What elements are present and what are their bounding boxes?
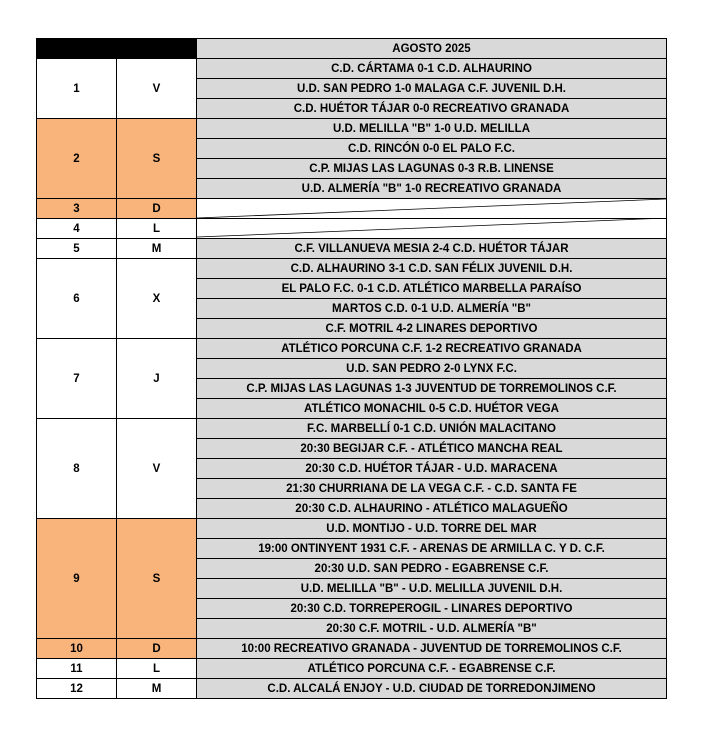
match-entry: 20:30 C.D. ALHAURINO - ATLÉTICO MALAGUEÑO bbox=[197, 499, 667, 519]
day-number: 6 bbox=[37, 259, 117, 339]
match-entry: EL PALO F.C. 0-1 C.D. ATLÉTICO MARBELLA PARAÍSO bbox=[197, 279, 667, 299]
match-entry: ATLÉTICO PORCUNA C.F. 1-2 RECREATIVO GRANADA bbox=[197, 339, 667, 359]
day-of-week: L bbox=[117, 219, 197, 239]
day-number: 9 bbox=[37, 519, 117, 639]
day-number: 12 bbox=[37, 679, 117, 699]
strike-line-top bbox=[197, 199, 666, 218]
day-of-week: M bbox=[117, 239, 197, 259]
day-number: 2 bbox=[37, 119, 117, 199]
match-entry: C.P. MIJAS LAS LAGUNAS 0-3 R.B. LINENSE bbox=[197, 159, 667, 179]
match-entry: 10:00 RECREATIVO GRANADA - JUVENTUD DE TORREMOLINOS C.F. bbox=[197, 639, 667, 659]
match-entry: ATLÉTICO MONACHIL 0-5 C.D. HUÉTOR VEGA bbox=[197, 399, 667, 419]
table-row bbox=[37, 679, 667, 699]
day-number: 7 bbox=[37, 339, 117, 419]
match-entry: U.D. SAN PEDRO 1-0 MALAGA C.F. JUVENIL D.H. bbox=[197, 79, 667, 99]
day-of-week: D bbox=[117, 199, 197, 219]
day-of-week: D bbox=[117, 639, 197, 659]
day-of-week: J bbox=[117, 339, 197, 419]
day-number: 8 bbox=[37, 419, 117, 519]
day-number: 10 bbox=[37, 639, 117, 659]
match-entry: 20:30 C.D. TORREPEROGIL - LINARES DEPORTIVO bbox=[197, 599, 667, 619]
day-number: 4 bbox=[37, 219, 117, 239]
match-entry: U.D. SAN PEDRO 2-0 LYNX F.C. bbox=[197, 359, 667, 379]
match-entry: U.D. ALMERÍA "B" 1-0 RECREATIVO GRANADA bbox=[197, 179, 667, 199]
month-title: AGOSTO 2025 bbox=[197, 39, 667, 59]
table-row bbox=[37, 259, 667, 279]
table-row bbox=[37, 659, 667, 679]
match-entry: 20:30 U.D. SAN PEDRO - EGABRENSE C.F. bbox=[197, 559, 667, 579]
table-row bbox=[37, 119, 667, 139]
match-entry: C.D. ALHAURINO 3-1 C.D. SAN FÉLIX JUVENIL D.H. bbox=[197, 259, 667, 279]
day-number: 5 bbox=[37, 239, 117, 259]
match-entry: ATLÉTICO PORCUNA C.F. - EGABRENSE C.F. bbox=[197, 659, 667, 679]
day-of-week: V bbox=[117, 419, 197, 519]
schedule-body bbox=[37, 39, 667, 699]
match-entry: 20:30 C.D. HUÉTOR TÁJAR - U.D. MARACENA bbox=[197, 459, 667, 479]
schedule-table bbox=[36, 38, 667, 699]
day-of-week: M bbox=[117, 679, 197, 699]
header-black-cell bbox=[37, 39, 197, 59]
header-row bbox=[37, 39, 667, 59]
day-of-week: L bbox=[117, 659, 197, 679]
table-row bbox=[37, 639, 667, 659]
table-row bbox=[37, 219, 667, 239]
match-entry: C.P. MIJAS LAS LAGUNAS 1-3 JUVENTUD DE TORREMOLINOS C.F. bbox=[197, 379, 667, 399]
match-entry: C.F. VILLANUEVA MESIA 2-4 C.D. HUÉTOR TÁJAR bbox=[197, 239, 667, 259]
strike-line-bottom bbox=[197, 219, 666, 238]
day-of-week: S bbox=[117, 119, 197, 199]
match-entry: U.D. MELILLA "B" 1-0 U.D. MELILLA bbox=[197, 119, 667, 139]
table-row bbox=[37, 419, 667, 439]
match-entry: 21:30 CHURRIANA DE LA VEGA C.F. - C.D. SANTA FE bbox=[197, 479, 667, 499]
match-entry: MARTOS C.D. 0-1 U.D. ALMERÍA "B" bbox=[197, 299, 667, 319]
day-number: 11 bbox=[37, 659, 117, 679]
match-entry: U.D. MELILLA "B" - U.D. MELILLA JUVENIL D.H. bbox=[197, 579, 667, 599]
match-entry: 20:30 BEGIJAR C.F. - ATLÉTICO MANCHA REAL bbox=[197, 439, 667, 459]
table-row bbox=[37, 339, 667, 359]
match-entry: C.D. HUÉTOR TÁJAR 0-0 RECREATIVO GRANADA bbox=[197, 99, 667, 119]
day-number: 1 bbox=[37, 59, 117, 119]
table-row bbox=[37, 59, 667, 79]
day-of-week: V bbox=[117, 59, 197, 119]
match-entry: C.D. ALCALÁ ENJOY - U.D. CIUDAD DE TORREDONJIMENO bbox=[197, 679, 667, 699]
match-entry: C.D. CÁRTAMA 0-1 C.D. ALHAURINO bbox=[197, 59, 667, 79]
match-entry: 19:00 ONTINYENT 1931 C.F. - ARENAS DE ARMILLA C. Y D. C.F. bbox=[197, 539, 667, 559]
day-of-week: S bbox=[117, 519, 197, 639]
match-entry: 20:30 C.F. MOTRIL - U.D. ALMERÍA "B" bbox=[197, 619, 667, 639]
table-row bbox=[37, 239, 667, 259]
table-row bbox=[37, 199, 667, 219]
no-match-cell bbox=[197, 219, 667, 239]
match-entry: C.F. MOTRIL 4-2 LINARES DEPORTIVO bbox=[197, 319, 667, 339]
match-entry: U.D. MONTIJO - U.D. TORRE DEL MAR bbox=[197, 519, 667, 539]
day-of-week: X bbox=[117, 259, 197, 339]
no-match-cell bbox=[197, 199, 667, 219]
table-row bbox=[37, 519, 667, 539]
match-entry: C.D. RINCÓN 0-0 EL PALO F.C. bbox=[197, 139, 667, 159]
day-number: 3 bbox=[37, 199, 117, 219]
match-entry: F.C. MARBELLÍ 0-1 C.D. UNIÓN MALACITANO bbox=[197, 419, 667, 439]
